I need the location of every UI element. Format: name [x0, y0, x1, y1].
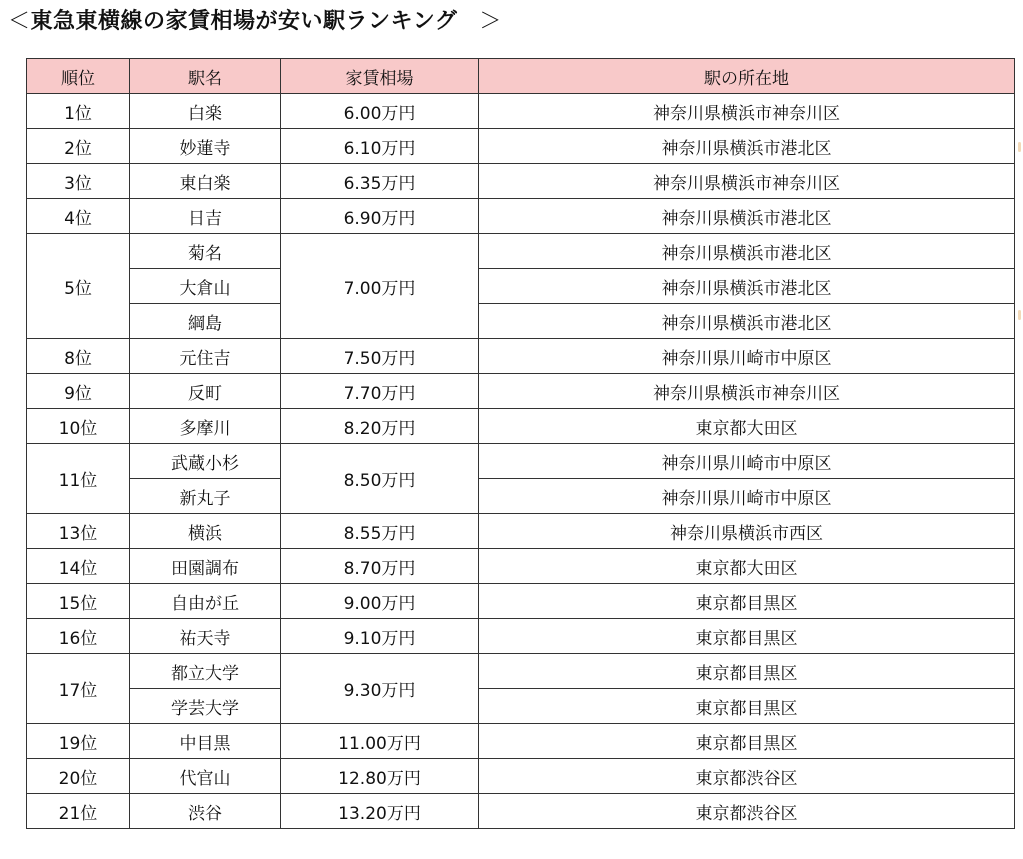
location-cell: 東京都目黒区: [479, 724, 1015, 759]
ranking-table: [26, 58, 1015, 829]
table-row: [27, 584, 1015, 619]
location-cell: 神奈川県横浜市港北区: [479, 304, 1015, 339]
header-station: 駅名: [130, 59, 281, 94]
location-cell: 神奈川県横浜市港北区: [479, 269, 1015, 304]
title-text: 東急東横線の家賃相場が安い駅ランキング: [30, 9, 458, 34]
table-row: [27, 374, 1015, 409]
table-row: [27, 444, 1015, 479]
rent-cell: 8.50万円: [281, 444, 479, 514]
table-row: [27, 794, 1015, 829]
location-cell: 神奈川県川崎市中原区: [479, 444, 1015, 479]
station-cell: 新丸子: [130, 479, 281, 514]
title-close-bracket: ＞: [479, 9, 502, 34]
location-cell: 東京都目黒区: [479, 584, 1015, 619]
rank-cell: 9位: [27, 374, 130, 409]
rank-cell: 1位: [27, 94, 130, 129]
title-open-bracket: ＜: [8, 9, 31, 34]
rank-cell: 5位: [27, 234, 130, 339]
table-row: [27, 479, 1015, 514]
table-row: [27, 619, 1015, 654]
rank-cell: 2位: [27, 129, 130, 164]
location-cell: 神奈川県横浜市西区: [479, 514, 1015, 549]
location-cell: 神奈川県横浜市神奈川区: [479, 94, 1015, 129]
rank-cell: 15位: [27, 584, 130, 619]
location-cell: 神奈川県横浜市港北区: [479, 199, 1015, 234]
rent-cell: 12.80万円: [281, 759, 479, 794]
station-cell: 都立大学: [130, 654, 281, 689]
table-row: [27, 689, 1015, 724]
location-cell: 神奈川県川崎市中原区: [479, 339, 1015, 374]
station-cell: 渋谷: [130, 794, 281, 829]
rank-cell: 20位: [27, 759, 130, 794]
rent-cell: 9.00万円: [281, 584, 479, 619]
rent-cell: 13.20万円: [281, 794, 479, 829]
station-cell: 綱島: [130, 304, 281, 339]
station-cell: 田園調布: [130, 549, 281, 584]
rent-cell: 9.10万円: [281, 619, 479, 654]
header-rank: 順位: [27, 59, 130, 94]
table-row: [27, 269, 1015, 304]
rank-cell: 19位: [27, 724, 130, 759]
station-cell: 学芸大学: [130, 689, 281, 724]
table-row: [27, 129, 1015, 164]
station-cell: 自由が丘: [130, 584, 281, 619]
station-cell: 反町: [130, 374, 281, 409]
rank-cell: 16位: [27, 619, 130, 654]
rent-cell: 6.35万円: [281, 164, 479, 199]
table-row: [27, 549, 1015, 584]
location-cell: 東京都目黒区: [479, 654, 1015, 689]
rent-cell: 8.70万円: [281, 549, 479, 584]
table-row: [27, 514, 1015, 549]
location-cell: 神奈川県横浜市港北区: [479, 234, 1015, 269]
rank-cell: 10位: [27, 409, 130, 444]
station-cell: 横浜: [130, 514, 281, 549]
rank-cell: 14位: [27, 549, 130, 584]
station-cell: 妙蓮寺: [130, 129, 281, 164]
header-rent: 家賃相場: [281, 59, 479, 94]
rent-cell: 9.30万円: [281, 654, 479, 724]
rent-cell: 11.00万円: [281, 724, 479, 759]
rent-cell: 8.20万円: [281, 409, 479, 444]
location-cell: 東京都目黒区: [479, 619, 1015, 654]
table-row: [27, 199, 1015, 234]
rent-cell: 6.00万円: [281, 94, 479, 129]
location-cell: 東京都渋谷区: [479, 759, 1015, 794]
location-cell: 東京都目黒区: [479, 689, 1015, 724]
location-cell: 神奈川県横浜市港北区: [479, 129, 1015, 164]
page-title: [8, 4, 502, 35]
rank-cell: 17位: [27, 654, 130, 724]
rank-cell: 3位: [27, 164, 130, 199]
rank-cell: 8位: [27, 339, 130, 374]
rent-cell: 7.70万円: [281, 374, 479, 409]
table-row: [27, 724, 1015, 759]
station-cell: 白楽: [130, 94, 281, 129]
rent-cell: 6.10万円: [281, 129, 479, 164]
station-cell: 代官山: [130, 759, 281, 794]
station-cell: 菊名: [130, 234, 281, 269]
station-cell: 武蔵小杉: [130, 444, 281, 479]
edge-mark: [1018, 310, 1021, 320]
rent-cell: 7.00万円: [281, 234, 479, 339]
station-cell: 元住吉: [130, 339, 281, 374]
rank-cell: 4位: [27, 199, 130, 234]
station-cell: 祐天寺: [130, 619, 281, 654]
table-row: [27, 654, 1015, 689]
table-row: [27, 94, 1015, 129]
rent-cell: 7.50万円: [281, 339, 479, 374]
rank-cell: 21位: [27, 794, 130, 829]
station-cell: 大倉山: [130, 269, 281, 304]
rank-cell: 11位: [27, 444, 130, 514]
location-cell: 東京都渋谷区: [479, 794, 1015, 829]
location-cell: 神奈川県横浜市神奈川区: [479, 164, 1015, 199]
rent-cell: 8.55万円: [281, 514, 479, 549]
location-cell: 東京都大田区: [479, 549, 1015, 584]
station-cell: 多摩川: [130, 409, 281, 444]
location-cell: 東京都大田区: [479, 409, 1015, 444]
station-cell: 中目黒: [130, 724, 281, 759]
header-row: [27, 59, 1015, 94]
header-location: 駅の所在地: [479, 59, 1015, 94]
table-row: [27, 409, 1015, 444]
table-row: [27, 234, 1015, 269]
table-row: [27, 759, 1015, 794]
table-row: [27, 339, 1015, 374]
rank-cell: 13位: [27, 514, 130, 549]
station-cell: 東白楽: [130, 164, 281, 199]
table-row: [27, 304, 1015, 339]
table-row: [27, 164, 1015, 199]
edge-mark: [1018, 142, 1021, 152]
location-cell: 神奈川県川崎市中原区: [479, 479, 1015, 514]
location-cell: 神奈川県横浜市神奈川区: [479, 374, 1015, 409]
rent-cell: 6.90万円: [281, 199, 479, 234]
station-cell: 日吉: [130, 199, 281, 234]
